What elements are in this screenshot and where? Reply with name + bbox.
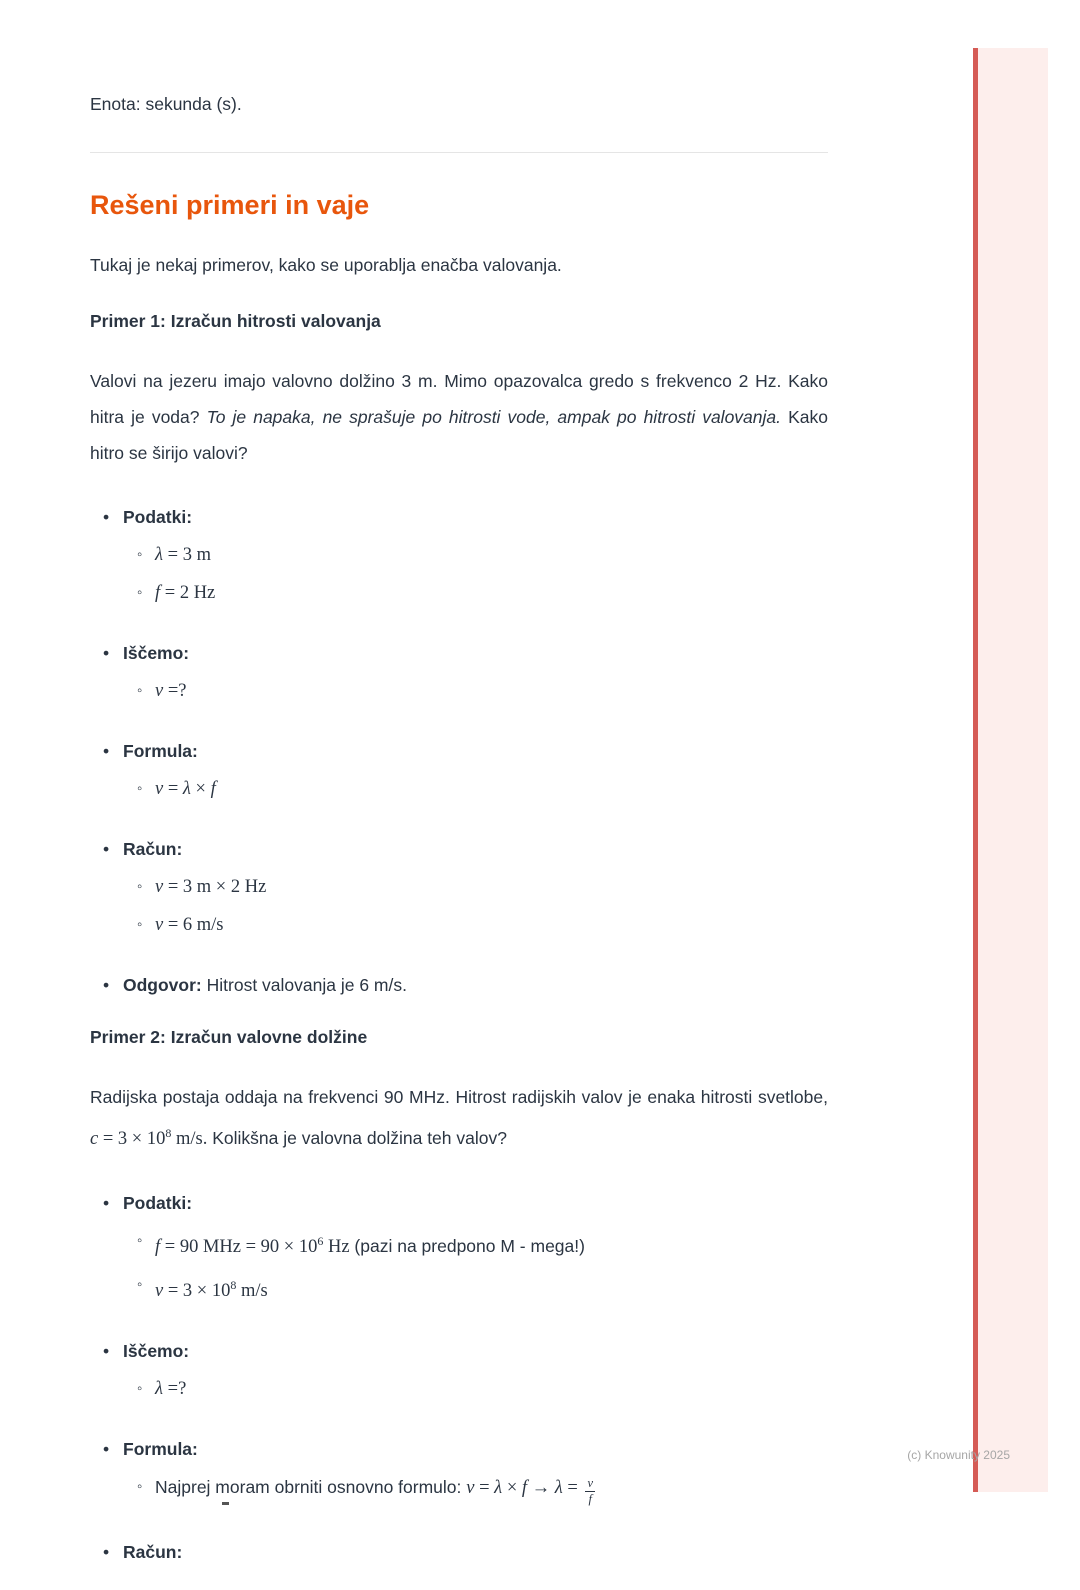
math-expression xyxy=(155,1271,828,1305)
example2-list xyxy=(90,1189,828,1566)
math-var: λ xyxy=(182,779,191,799)
unit-note: Enota: sekunda (s). xyxy=(90,94,242,114)
list-item-body xyxy=(123,971,828,999)
example1-list xyxy=(90,503,828,999)
list-label: Formula: xyxy=(123,1439,198,1459)
math-var: λ xyxy=(155,545,164,565)
math-text: = 3 × 10 xyxy=(102,1129,166,1149)
sub-list xyxy=(123,873,828,939)
math-var: λ xyxy=(494,1478,503,1498)
math-expression xyxy=(155,541,828,569)
fraction-denominator: f xyxy=(588,1492,592,1507)
list-label: Podatki: xyxy=(123,1193,193,1213)
list-item-body xyxy=(123,737,828,813)
sub-list xyxy=(123,775,828,803)
list-subitem xyxy=(123,579,828,607)
math-var: λ xyxy=(155,1379,164,1399)
list-subitem xyxy=(123,541,828,569)
list-label: Račun: xyxy=(123,1542,183,1563)
math-text: = 2 Hz xyxy=(164,583,216,603)
problem-note-italic: To je napaka, ne sprašuje po hitrosti vode, ampak po hitrosti valovanja. xyxy=(206,407,781,427)
circle-bullet-icon: ◦ xyxy=(137,584,143,601)
circle-bullet-icon: ◦ xyxy=(137,1232,143,1249)
list-item-body xyxy=(123,1337,828,1413)
list-item-body xyxy=(123,639,828,715)
section-divider xyxy=(90,152,828,153)
list-item-body xyxy=(123,835,828,949)
math-expression xyxy=(155,1375,828,1403)
bullet-icon: • xyxy=(103,1341,110,1361)
list-item-formula xyxy=(90,737,828,813)
math-operator: → xyxy=(531,1478,551,1498)
list-label: Iščemo: xyxy=(123,1341,190,1361)
bullet-icon: • xyxy=(103,1193,110,1213)
math-var: v xyxy=(155,681,164,701)
list-subitem xyxy=(123,1271,828,1305)
list-subitem xyxy=(123,1227,828,1261)
math-var: v xyxy=(466,1478,475,1498)
math-var: v xyxy=(155,1281,164,1301)
document-content xyxy=(90,86,828,1590)
subitem-content xyxy=(155,1227,828,1261)
formula-intro-text: Najprej moram obrniti osnovno formulo: xyxy=(155,1477,462,1497)
list-subitem xyxy=(123,1375,828,1403)
math-var: f xyxy=(155,1237,161,1257)
math-expression xyxy=(155,873,828,901)
bullet-icon: • xyxy=(103,1542,110,1563)
math-expression xyxy=(466,1476,595,1507)
math-text: = 90 MHz = 90 × 10 xyxy=(164,1237,318,1257)
math-expression xyxy=(90,1126,208,1149)
circle-bullet-icon: ◦ xyxy=(137,546,143,563)
bullet-icon: • xyxy=(103,975,110,995)
math-text: =? xyxy=(167,681,187,701)
circle-bullet-icon: ◦ xyxy=(137,916,143,933)
math-text: Hz xyxy=(327,1237,350,1257)
math-superscript: 8 xyxy=(165,1126,172,1140)
math-var: f xyxy=(521,1478,528,1498)
problem-text: Radijska postaja oddaja na frekvenci 90 MHz. Hitrost radijskih valov je enaka hitrosti svetlobe, xyxy=(90,1087,828,1107)
example1-problem xyxy=(90,363,828,471)
math-var: v xyxy=(155,779,164,799)
math-expression xyxy=(155,677,828,705)
intro-paragraph: Tukaj je nekaj primerov, kako se uporablja enačba valovanja. xyxy=(90,255,562,275)
circle-bullet-icon: ◦ xyxy=(137,1380,143,1397)
math-text: m/s. xyxy=(175,1129,208,1149)
sub-list xyxy=(123,1375,828,1403)
list-label: Račun: xyxy=(123,839,183,859)
list-item-body xyxy=(123,503,828,617)
example1-heading: Primer 1: Izračun hitrosti valovanja xyxy=(90,311,381,331)
list-label: Iščemo: xyxy=(123,643,190,663)
bullet-icon: • xyxy=(103,643,110,663)
circle-bullet-icon: ◦ xyxy=(137,780,143,797)
footer-copyright: (c) Knowunity 2025 xyxy=(907,1448,1010,1462)
list-subitem xyxy=(123,911,828,939)
math-var: f xyxy=(210,779,216,799)
example2-problem xyxy=(90,1079,828,1157)
math-text: =? xyxy=(167,1379,187,1399)
math-text: m/s xyxy=(240,1281,268,1301)
bullet-icon: • xyxy=(103,839,110,859)
section-title: Rešeni primeri in vaje xyxy=(90,190,370,220)
circle-bullet-icon: ◦ xyxy=(137,1478,143,1495)
problem-text: Valovi na jezeru imajo valovno dolžino 3 m. Mimo opazovalca gredo s frekvenco 2 Hz. Kako hitra je voda? xyxy=(90,371,828,427)
circle-bullet-icon: ◦ xyxy=(137,878,143,895)
bullet-icon: • xyxy=(103,507,110,527)
math-superscript: 8 xyxy=(230,1278,237,1292)
math-text: = 6 m/s xyxy=(167,915,224,935)
math-operator: = xyxy=(167,779,179,799)
list-subitem xyxy=(123,775,828,803)
list-item-body xyxy=(123,1538,828,1566)
math-superscript: 6 xyxy=(317,1234,324,1248)
list-item-iscemo xyxy=(90,1337,828,1413)
math-operator: = xyxy=(567,1478,578,1498)
list-subitem xyxy=(123,677,828,705)
note-text: (pazi na predpono M - mega!) xyxy=(354,1236,585,1256)
list-item-racun xyxy=(90,1538,828,1566)
list-subitem xyxy=(123,873,828,901)
sub-list xyxy=(123,541,828,607)
circle-bullet-icon: ◦ xyxy=(137,1276,143,1293)
math-text: = 3 m xyxy=(167,545,211,565)
math-var: v xyxy=(155,915,164,935)
partial-next-line xyxy=(222,1502,229,1505)
right-edge-stripe xyxy=(973,48,1048,1492)
example2-heading: Primer 2: Izračun valovne dolžine xyxy=(90,1027,368,1047)
math-expression xyxy=(155,775,828,803)
fraction-numerator: v xyxy=(585,1477,595,1492)
sub-list xyxy=(123,677,828,705)
math-var: c xyxy=(90,1129,99,1149)
list-item-podatki xyxy=(90,1189,828,1315)
math-text: = 3 m × 2 Hz xyxy=(167,877,267,897)
math-operator: × xyxy=(506,1478,518,1498)
list-item-podatki xyxy=(90,503,828,617)
list-item-formula xyxy=(90,1435,828,1516)
answer-text: Hitrost valovanja je 6 m/s. xyxy=(206,975,407,995)
math-var: λ xyxy=(554,1478,563,1498)
problem-text: Kolikšna je valovna dolžina teh valov? xyxy=(212,1128,507,1148)
subitem-content xyxy=(155,1473,828,1506)
math-var: f xyxy=(155,583,161,603)
math-expression xyxy=(155,579,828,607)
list-label: Odgovor: xyxy=(123,975,202,995)
math-operator: × xyxy=(195,779,206,799)
sub-list xyxy=(123,1227,828,1305)
math-expression xyxy=(155,911,828,939)
list-item-racun xyxy=(90,835,828,949)
list-item-odgovor xyxy=(90,971,828,999)
list-item-body xyxy=(123,1189,828,1315)
list-label: Formula: xyxy=(123,741,198,761)
bullet-icon: • xyxy=(103,1439,110,1459)
math-operator: = xyxy=(479,1478,490,1498)
math-expression xyxy=(155,1234,350,1257)
problem-text: Kako hitro se širijo valovi? xyxy=(90,407,828,463)
list-item-iscemo xyxy=(90,639,828,715)
math-var: v xyxy=(155,877,164,897)
math-text: = 3 × 10 xyxy=(167,1281,231,1301)
circle-bullet-icon: ◦ xyxy=(137,682,143,699)
bullet-icon: • xyxy=(103,741,110,761)
fraction xyxy=(585,1477,595,1506)
list-label: Podatki: xyxy=(123,507,193,527)
